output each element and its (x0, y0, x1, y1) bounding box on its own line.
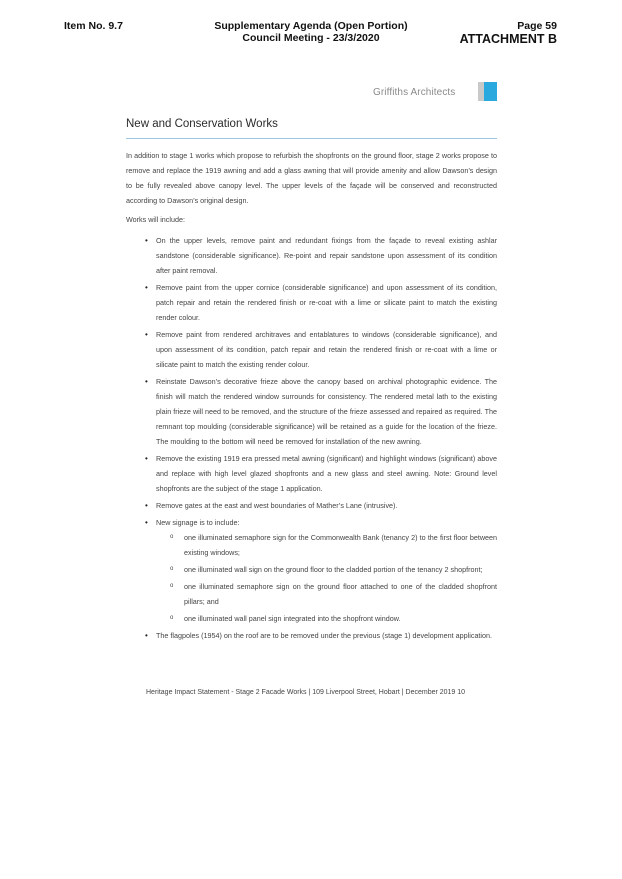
page-footer: Heritage Impact Statement - Stage 2 Facade Works | 109 Liverpool Street, Hobart | December 2019 10 (146, 689, 466, 696)
body-content (126, 148, 497, 645)
logo-mark-icon (478, 82, 498, 102)
circle-bullet-icon: o (170, 566, 174, 572)
list-item: • On the upper levels, remove paint and redundant fixings from the façade to reveal existing ashlar sandstone (considerable significance). Re-point and repair sandstone upon assessment of its condition after paint removal. (126, 233, 497, 278)
section-title: New and Conservation Works (126, 118, 278, 130)
logo-text: Griffiths Architects (373, 86, 456, 98)
griffiths-logo (373, 82, 498, 102)
page-number: Page 59 (517, 20, 557, 32)
meeting-date: Council Meeting - 23/3/2020 (242, 32, 380, 44)
sub-list-item: o one illuminated semaphore sign on the ground floor attached to one of the cladded shopfront pillars; and (156, 579, 497, 609)
bullet-icon: • (145, 283, 148, 292)
item-number: Item No. 9.7 (64, 20, 123, 32)
list-item: • The flagpoles (1954) on the roof are to be removed under the previous (stage 1) development application. (126, 628, 497, 643)
sub-list-item: o one illuminated semaphore sign for the Commonwealth Bank (tenancy 2) to the first floor between existing windows; (156, 530, 497, 560)
bullet-icon: • (145, 377, 148, 386)
signage-list (156, 530, 497, 626)
list-item: • Remove gates at the east and west boundaries of Mather’s Lane (intrusive). (126, 498, 497, 513)
list-item: • Remove paint from the upper cornice (considerable significance) and upon assessment of its condition, patch repair and retain the rendered finish or re-coat with a lime or silicate paint to match the existing render colour. (126, 280, 497, 325)
list-item: • New signage is to include: o one illuminated semaphore sign for the Commonwealth Bank (tenancy 2) to the first floor between existing windows; o one illuminated wall sign on the ground floor to the cladded portion of the tenancy 2 shopfront; o one illuminated semaphore sign on the ground floor attached to one of the cladded shopfront pillars; and o one illuminated wall panel sign integrated into the shopfront window. (126, 515, 497, 626)
circle-bullet-icon: o (170, 583, 174, 589)
bullet-icon: • (145, 330, 148, 339)
circle-bullet-icon: o (170, 534, 174, 540)
works-list (126, 233, 497, 643)
circle-bullet-icon: o (170, 615, 174, 621)
title-divider (126, 138, 497, 139)
sub-list-item: o one illuminated wall panel sign integrated into the shopfront window. (156, 611, 497, 626)
list-item: • Remove paint from rendered architraves and entablatures to windows (considerable significance), and upon assessment of its condition, patch repair and retain the rendered finish or re-coat with a lime or silicate paint to match the existing render colour. (126, 327, 497, 372)
bullet-icon: • (145, 501, 148, 510)
list-item: • Reinstate Dawson’s decorative frieze above the canopy based on archival photographic evidence. The finish will match the rendered window surrounds for consistency. The rendered metal lath to the existing plain frieze will need to be removed, and the structure of the frieze assessed and repaired as required. The remnant top moulding (considerable significance) will be retained as a guide for the location of the frieze. The moulding to the bottom will need be removed for installation of the new awning. (126, 374, 497, 449)
bullet-icon: • (145, 454, 148, 463)
bullet-icon: • (145, 236, 148, 245)
list-item: • Remove the existing 1919 era pressed metal awning (significant) and highlight windows (significant) above and replace with high level glazed shopfronts and a new glass and steel awning. Note: Ground level shopfronts are the subject of the stage 1 application. (126, 451, 497, 496)
sub-list-item: o one illuminated wall sign on the ground floor to the cladded portion of the tenancy 2 shopfront; (156, 562, 497, 577)
page-info (460, 20, 557, 46)
bullet-icon: • (145, 631, 148, 640)
intro-paragraph: In addition to stage 1 works which propose to refurbish the shopfronts on the ground floor, stage 2 works propose to remove and replace the 1919 awning and add a glass awning that will provide amenity and allow Dawson’s design to be fully revealed above canopy level. The upper levels of the façade will be conserved and reconstructed according to Dawson’s original design. (126, 151, 497, 205)
works-lead: Works will include: (126, 215, 185, 224)
agenda-title: Supplementary Agenda (Open Portion) (214, 20, 408, 32)
attachment-label: ATTACHMENT B (459, 32, 557, 46)
bullet-icon: • (145, 518, 148, 527)
